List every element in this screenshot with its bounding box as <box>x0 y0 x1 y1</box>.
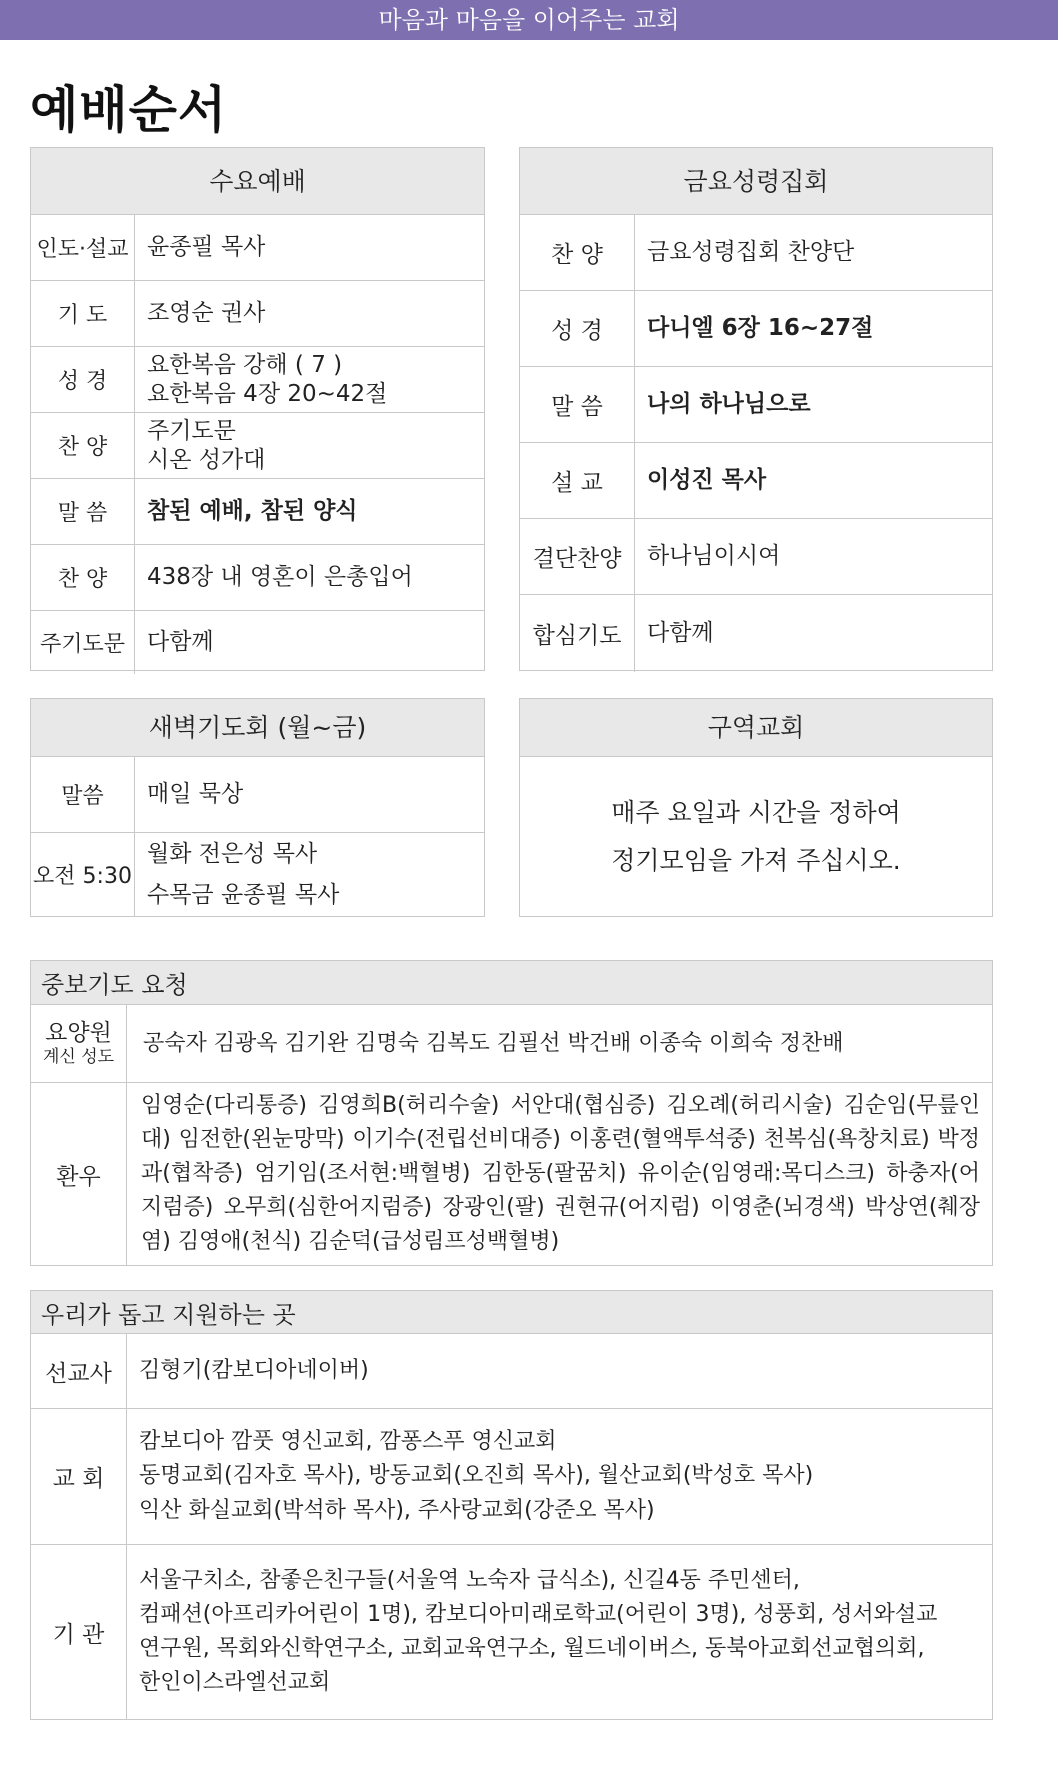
support-row-label: 선교사 <box>31 1334 127 1408</box>
wednesday-row <box>31 281 484 347</box>
prayer-request-title: 중보기도 요청 <box>31 961 992 1005</box>
dawn-row-value <box>135 757 243 832</box>
support-row-label: 교 회 <box>31 1409 127 1544</box>
nursing-names: 공숙자 김광옥 김기완 김명숙 김복도 김필선 박건배 이종숙 이희숙 정찬배 <box>143 1030 844 1056</box>
wednesday-row-text: 요한복음 강해 ( 7 ) <box>147 351 343 378</box>
district-church-box <box>519 698 993 917</box>
wednesday-row-text: 윤종필 목사 <box>147 234 266 261</box>
dawn-row-text: 수목금 윤종필 목사 <box>147 881 340 908</box>
support-rows <box>31 1334 992 1719</box>
friday-row-label: 성 경 <box>520 291 635 366</box>
prayer-request-box <box>30 960 993 1266</box>
patients-list: 임영순(다리통증) 김영희B(허리수술) 서안대(협심증) 김오례(허리시술) 김순임(무릎인대) 임전한(왼눈망막) 이기수(전립선비대증) 이홍련(혈액투석중) 천복심(욕창치료) 박정과(협착증) 엄기임(조서현:백혈병) 김한동(팔꿈치) 유이순(임영래:목디스크) 하충자(어지럼증) 오무희(심한어지럼증) 장광인(팔) 권현규(어지럼) 이영춘(뇌경색) 박상연(췌장염) 김영애(천식) 김순덕(급성림프성백혈병) <box>141 1093 980 1255</box>
dawn-row-label: 말씀 <box>31 757 135 832</box>
friday-row-label: 말 씀 <box>520 367 635 442</box>
page-title: 예배순서 <box>30 81 228 139</box>
support-row-value <box>127 1409 813 1544</box>
support-row-text: 김형기(캄보디아네이버) <box>139 1357 369 1383</box>
district-notice-line: 매주 요일과 시간을 정하여 <box>611 798 901 827</box>
support-row <box>31 1545 992 1719</box>
wednesday-row <box>31 347 484 413</box>
wednesday-row <box>31 479 484 545</box>
friday-row-text: 금요성령집회 찬양단 <box>647 239 855 266</box>
wednesday-service-box <box>30 147 485 671</box>
support-box <box>30 1290 993 1720</box>
wednesday-row-text: 조영순 권사 <box>147 300 266 327</box>
prayer-row-nursing <box>31 1005 992 1083</box>
support-row-label: 기 관 <box>31 1545 127 1719</box>
dawn-row <box>31 833 484 916</box>
prayer-row-label <box>31 1005 127 1082</box>
dawn-prayer-title: 새벽기도회 (월~금) <box>31 699 484 757</box>
wednesday-row-label: 말 씀 <box>31 479 135 544</box>
wednesday-row-text: 438장 내 영혼이 은총입어 <box>147 564 413 591</box>
support-row-text: 한인이스라엘선교회 <box>139 1670 331 1696</box>
dawn-row-label: 오전 5:30 <box>31 833 135 916</box>
wednesday-row-text: 요한복음 4장 20~42절 <box>147 380 388 407</box>
wednesday-row <box>31 413 484 479</box>
support-row-text: 컴패션(아프리카어린이 1명), 캄보디아미래로학교(어린이 3명), 성풍회, 성서와설교 <box>139 1601 938 1627</box>
friday-service-rows <box>520 215 992 672</box>
patients-label: 환우 <box>31 1083 127 1265</box>
support-row-value <box>127 1545 937 1719</box>
wednesday-row-label: 주기도문 <box>31 611 135 674</box>
wednesday-row-value <box>135 545 413 610</box>
friday-row <box>520 215 992 291</box>
dawn-row-text: 월화 전은성 목사 <box>147 841 318 868</box>
wednesday-row-label: 찬 양 <box>31 545 135 610</box>
friday-service-box <box>519 147 993 671</box>
wednesday-row-value <box>135 479 358 544</box>
friday-row <box>520 443 992 519</box>
wednesday-row-label: 기 도 <box>31 281 135 346</box>
wednesday-row-label: 찬 양 <box>31 413 135 478</box>
wednesday-row-text: 참된 예배, 참된 양식 <box>147 498 358 525</box>
friday-row-value <box>635 367 811 442</box>
wednesday-row <box>31 545 484 611</box>
support-row-text: 서울구치소, 참좋은친구들(서울역 노숙자 급식소), 신길4동 주민센터, <box>139 1567 800 1593</box>
dawn-prayer-box <box>30 698 485 917</box>
wednesday-service-rows <box>31 215 484 674</box>
friday-row-label: 결단찬양 <box>520 519 635 594</box>
wednesday-service-title: 수요예배 <box>31 148 484 215</box>
friday-row-text: 나의 하나님으로 <box>647 391 811 418</box>
dawn-row <box>31 757 484 833</box>
wednesday-row <box>31 611 484 674</box>
dawn-row-text: 매일 묵상 <box>147 781 244 808</box>
wednesday-row-label: 인도·설교 <box>31 215 135 280</box>
friday-row <box>520 367 992 443</box>
support-row-text: 연구원, 목회와신학연구소, 교회교육연구소, 월드네이버스, 동북아교회선교협의회, <box>139 1636 925 1661</box>
friday-row-text: 다함께 <box>647 620 714 647</box>
support-row-text: 캄보디아 깜풋 영신교회, 깜퐁스푸 영신교회 <box>139 1429 557 1455</box>
support-row <box>31 1334 992 1409</box>
district-church-title: 구역교회 <box>520 699 992 757</box>
wednesday-row-text: 주기도문 <box>147 417 236 444</box>
wednesday-row-text: 다함께 <box>147 629 214 656</box>
friday-row-value <box>635 291 873 366</box>
nursing-label: 요양원 <box>45 1019 112 1046</box>
support-row <box>31 1409 992 1545</box>
friday-row-label: 합심기도 <box>520 595 635 672</box>
friday-row-value <box>635 595 714 672</box>
support-title: 우리가 돕고 지원하는 곳 <box>31 1291 992 1334</box>
friday-row-value <box>635 519 780 594</box>
friday-row-text: 다니엘 6장 16~27절 <box>647 315 874 342</box>
nursing-sublabel: 계신 성도 <box>42 1047 115 1068</box>
wednesday-row-value <box>135 281 265 346</box>
friday-service-title: 금요성령집회 <box>520 148 992 215</box>
dawn-row-value <box>135 833 339 916</box>
friday-row <box>520 595 992 672</box>
wednesday-row-value <box>135 347 387 412</box>
support-row-value <box>127 1334 369 1408</box>
wednesday-row <box>31 215 484 281</box>
support-row-text: 동명교회(김자호 목사), 방동교회(오진희 목사), 월산교회(박성호 목사) <box>139 1463 814 1489</box>
support-row-text: 익산 화실교회(박석하 목사), 주사랑교회(강준오 목사) <box>139 1497 655 1523</box>
dawn-prayer-rows <box>31 757 484 916</box>
wednesday-row-label: 성 경 <box>31 347 135 412</box>
friday-row <box>520 519 992 595</box>
district-church-notice <box>520 757 992 916</box>
friday-row-label: 설 교 <box>520 443 635 518</box>
friday-row-label: 찬 양 <box>520 215 635 290</box>
wednesday-row-value <box>135 215 265 280</box>
friday-row-value <box>635 215 854 290</box>
district-notice-line: 정기모임을 가져 주십시오. <box>611 845 901 875</box>
friday-row-text: 하나님이시여 <box>647 543 781 570</box>
friday-row-text: 이성진 목사 <box>647 467 767 494</box>
wednesday-row-text: 시온 성가대 <box>147 446 266 473</box>
prayer-row-patients <box>31 1083 992 1265</box>
wednesday-row-value <box>135 413 265 478</box>
wednesday-row-value <box>135 611 214 674</box>
friday-row <box>520 291 992 367</box>
top-banner: 마음과 마음을 이어주는 교회 <box>0 0 1058 40</box>
friday-row-value <box>635 443 766 518</box>
